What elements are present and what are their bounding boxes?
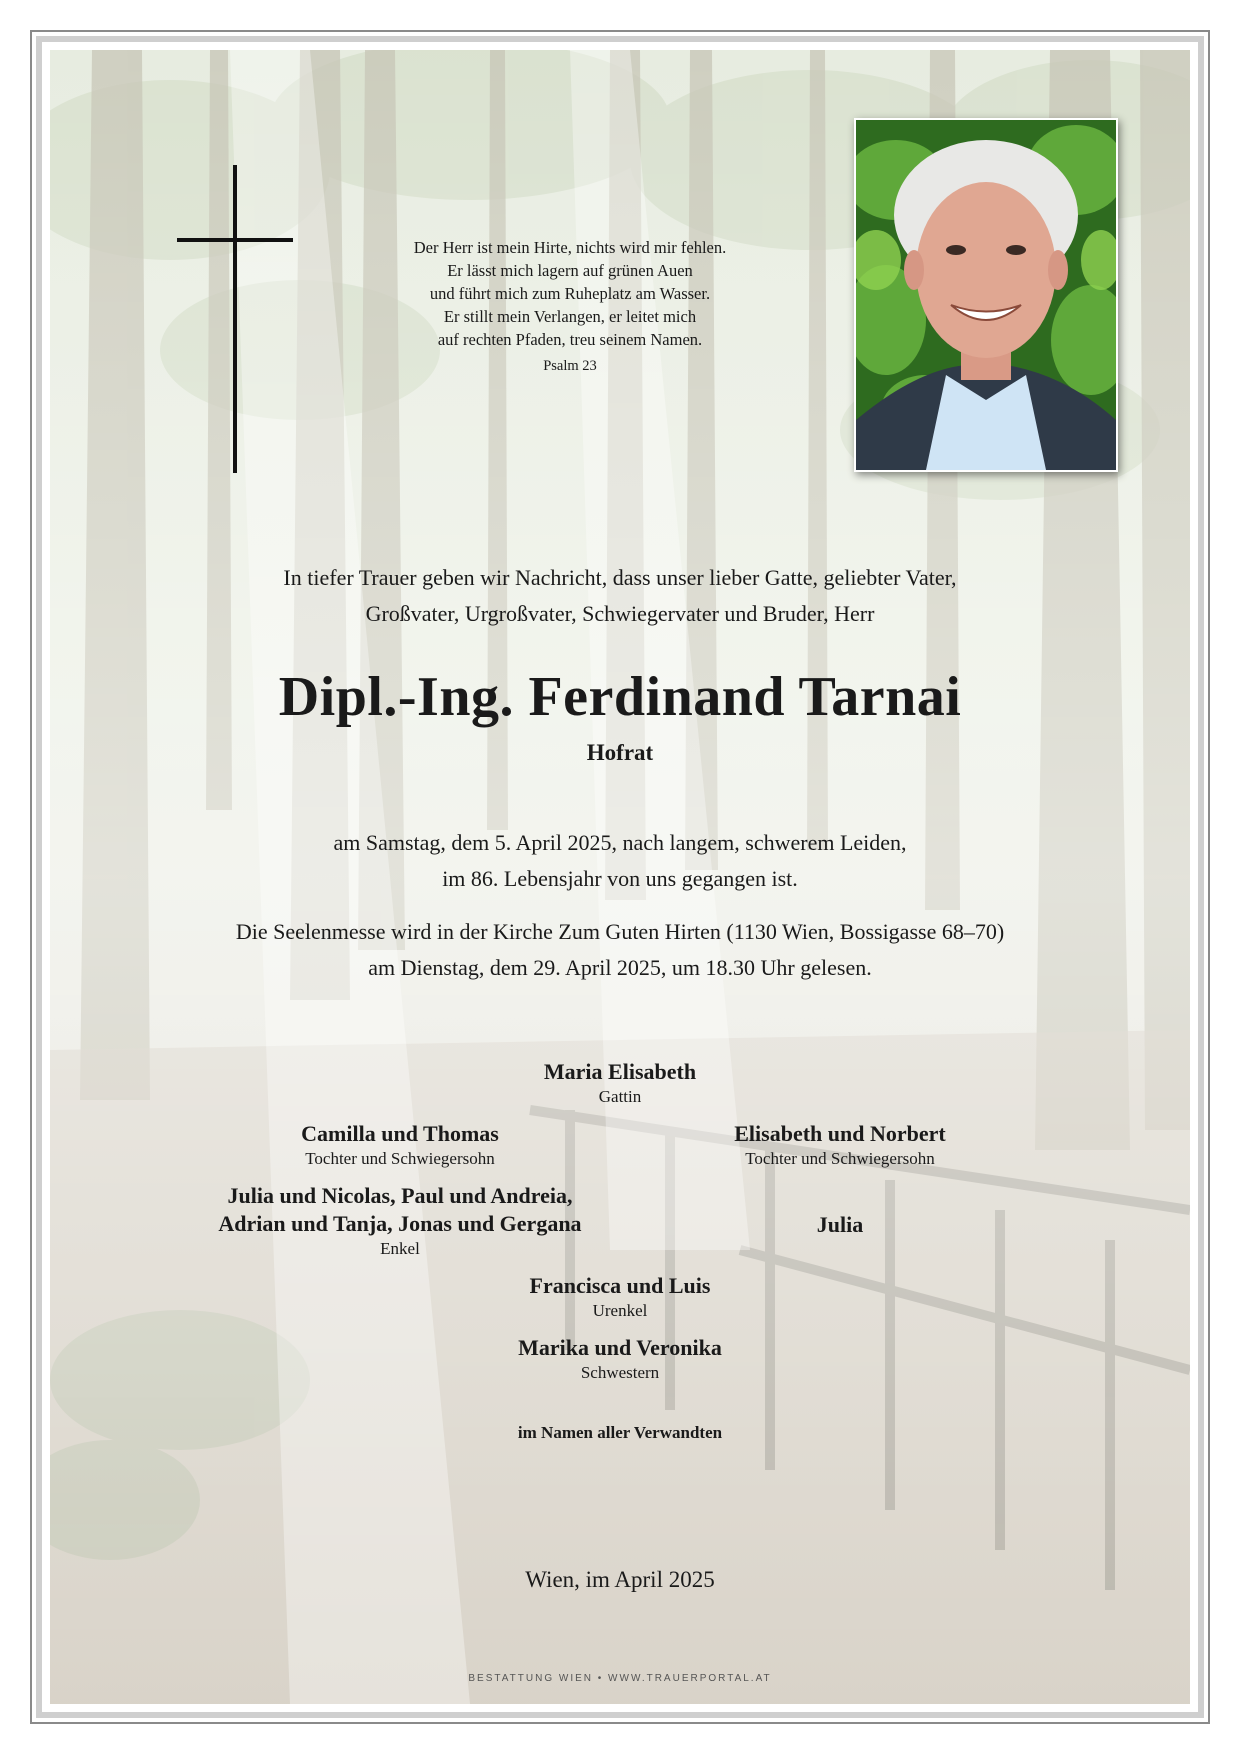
portrait-photo bbox=[854, 118, 1118, 472]
mourner-name: Adrian und Tanja, Jonas und Gergana bbox=[218, 1211, 582, 1236]
mourner-relation: Tochter und Schwiegersohn bbox=[745, 1149, 935, 1168]
psalm-line: Er stillt mein Verlangen, er leitet mich bbox=[443, 307, 697, 326]
mourner-relation: Enkel bbox=[380, 1239, 420, 1258]
mourner-name: Marika und Veronika bbox=[518, 1335, 722, 1360]
mourner-name: Julia bbox=[816, 1212, 864, 1237]
mass-line: Die Seelenmesse wird in der Kirche Zum Guten Hirten (1130 Wien, Bossigasse 68–70) bbox=[235, 919, 1005, 944]
deceased-title: Hofrat bbox=[586, 740, 654, 765]
mourner-name: Julia und Nicolas, Paul und Andreia, bbox=[227, 1183, 573, 1208]
family-grandchildren-left bbox=[160, 1182, 640, 1260]
mourner-relation: Gattin bbox=[598, 1087, 642, 1106]
footer-credit: BESTATTUNG WIEN • WWW.TRAUERPORTAL.AT bbox=[468, 1673, 772, 1684]
mourner-name: Elisabeth und Norbert bbox=[734, 1121, 946, 1146]
mass-line: am Dienstag, dem 29. April 2025, um 18.30 Uhr gelesen. bbox=[368, 955, 872, 980]
family-great-grandchildren bbox=[420, 1272, 820, 1322]
intro-line: In tiefer Trauer geben wir Nachricht, dass unser lieber Gatte, geliebter Vater, bbox=[283, 565, 957, 590]
place-date: Wien, im April 2025 bbox=[525, 1567, 715, 1592]
psalm-line: Der Herr ist mein Hirte, nichts wird mir fehlen. bbox=[413, 238, 727, 257]
family-sisters bbox=[420, 1334, 820, 1384]
death-line: am Samstag, dem 5. April 2025, nach langem, schwerem Leiden, bbox=[333, 830, 907, 855]
mourner-name: Camilla und Thomas bbox=[301, 1121, 499, 1146]
intro-line: Großvater, Urgroßvater, Schwiegervater und Bruder, Herr bbox=[365, 601, 875, 626]
death-line: im 86. Lebensjahr von uns gegangen ist. bbox=[442, 866, 798, 891]
closing-line: im Namen aller Verwandten bbox=[517, 1423, 723, 1442]
mourner-relation: Urenkel bbox=[592, 1301, 648, 1320]
psalm-quote bbox=[370, 236, 770, 378]
death-notice bbox=[50, 825, 1190, 897]
family-daughter-left bbox=[180, 1120, 620, 1170]
mourner-name: Francisca und Luis bbox=[529, 1273, 711, 1298]
deceased-name: Dipl.-Ing. Ferdinand Tarnai bbox=[278, 666, 962, 728]
psalm-reference: Psalm 23 bbox=[543, 358, 597, 374]
family-wife bbox=[420, 1058, 820, 1108]
announcement-intro bbox=[50, 560, 1190, 632]
mourner-name: Maria Elisabeth bbox=[543, 1059, 697, 1084]
mourner-relation: Tochter und Schwiegersohn bbox=[305, 1149, 495, 1168]
psalm-line: und führt mich zum Ruheplatz am Wasser. bbox=[429, 284, 711, 303]
psalm-line: Er lässt mich lagern auf grünen Auen bbox=[447, 261, 693, 280]
family-daughter-right bbox=[620, 1120, 1060, 1170]
mourner-relation: Schwestern bbox=[580, 1363, 660, 1382]
family-grandchild-right bbox=[620, 1211, 1060, 1239]
mass-info bbox=[50, 914, 1190, 986]
psalm-line: auf rechten Pfaden, treu seinem Namen. bbox=[437, 330, 703, 349]
